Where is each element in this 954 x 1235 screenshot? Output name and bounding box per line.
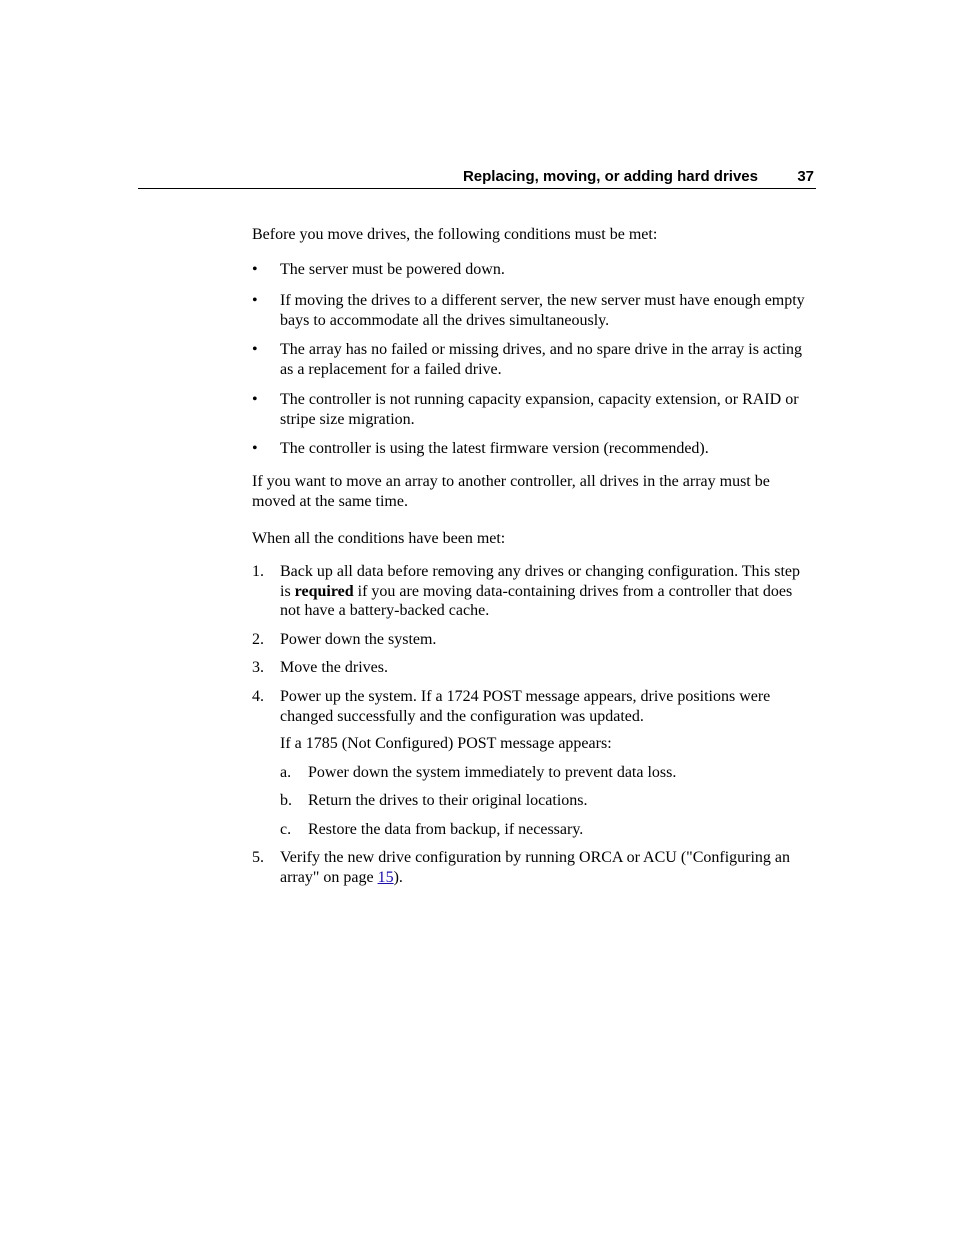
substep-text: Restore the data from backup, if necessary. — [308, 821, 584, 838]
step-number: 1. — [252, 563, 264, 580]
step-number: 2. — [252, 631, 264, 648]
header-rule — [138, 188, 816, 189]
condition-text: If moving the drives to a different server, the new server must have enough empty bays to accommodate all the drives simultaneously. — [280, 292, 805, 329]
condition-item — [252, 340, 814, 379]
page-number: 37 — [797, 168, 814, 185]
step-text: Power down the system. — [280, 631, 437, 648]
step-text: Move the drives. — [280, 659, 388, 676]
step-text: Power up the system. If a 1724 POST message appears, drive positions were changed successfully and the configuration was updated. — [280, 688, 771, 725]
running-header-title: Replacing, moving, or adding hard drives — [462, 168, 758, 185]
substep-text: Return the drives to their original locations. — [308, 792, 588, 809]
step-text-part: Back up all data before removing any drives or changing configuration. This step is — [280, 563, 800, 600]
step-text-part: if you are moving data-containing drives from a controller that does not have a battery-backed cache. — [280, 582, 793, 619]
step-note — [252, 734, 814, 754]
emphasis-required: required — [294, 582, 354, 600]
step-text-part: ). — [393, 868, 403, 886]
condition-text: The server must be powered down. — [280, 261, 505, 278]
step-item — [252, 630, 814, 650]
step-item — [252, 848, 814, 887]
bullet-marker: • — [252, 261, 258, 278]
move-array-note: If you want to move an array to another controller, all drives in the array must be moved at the same time. — [252, 473, 770, 510]
bullet-marker: • — [252, 341, 258, 358]
intro-paragraph: Before you move drives, the following conditions must be met: — [252, 226, 658, 243]
step-item — [252, 562, 814, 621]
step-text-part: Verify the new drive configuration by running ORCA or ACU ("Configuring an array" on page — [280, 849, 791, 886]
substep-letter: c. — [280, 821, 292, 838]
step-item — [252, 658, 814, 678]
step-number: 3. — [252, 659, 264, 676]
substep-item — [280, 820, 814, 840]
condition-text: The controller is not running capacity expansion, capacity extension, or RAID or stripe size migration. — [280, 391, 799, 428]
step-text — [280, 562, 814, 621]
step-number: 4. — [252, 688, 264, 705]
step-item — [252, 687, 814, 726]
substep-text: Power down the system immediately to prevent data loss. — [308, 764, 677, 781]
substep-letter: b. — [280, 792, 292, 809]
condition-text: The array has no failed or missing drives, and no spare drive in the array is acting as a replacement for a failed drive. — [280, 341, 803, 378]
substep-item — [280, 763, 814, 783]
bullet-marker: • — [252, 391, 258, 408]
condition-item — [252, 439, 814, 459]
step-note-text: If a 1785 (Not Configured) POST message appears: — [280, 735, 612, 752]
substep-letter: a. — [280, 764, 292, 781]
page-reference-link[interactable]: 15 — [377, 868, 394, 886]
bullet-marker: • — [252, 440, 258, 457]
condition-item — [252, 390, 814, 429]
substep-item — [280, 791, 814, 811]
step-text — [280, 848, 814, 887]
condition-item — [252, 291, 814, 330]
bullet-marker: • — [252, 292, 258, 309]
condition-item — [252, 260, 814, 280]
when-met-paragraph: When all the conditions have been met: — [252, 530, 506, 547]
step-number: 5. — [252, 849, 264, 866]
condition-text: The controller is using the latest firmware version (recommended). — [280, 440, 709, 457]
